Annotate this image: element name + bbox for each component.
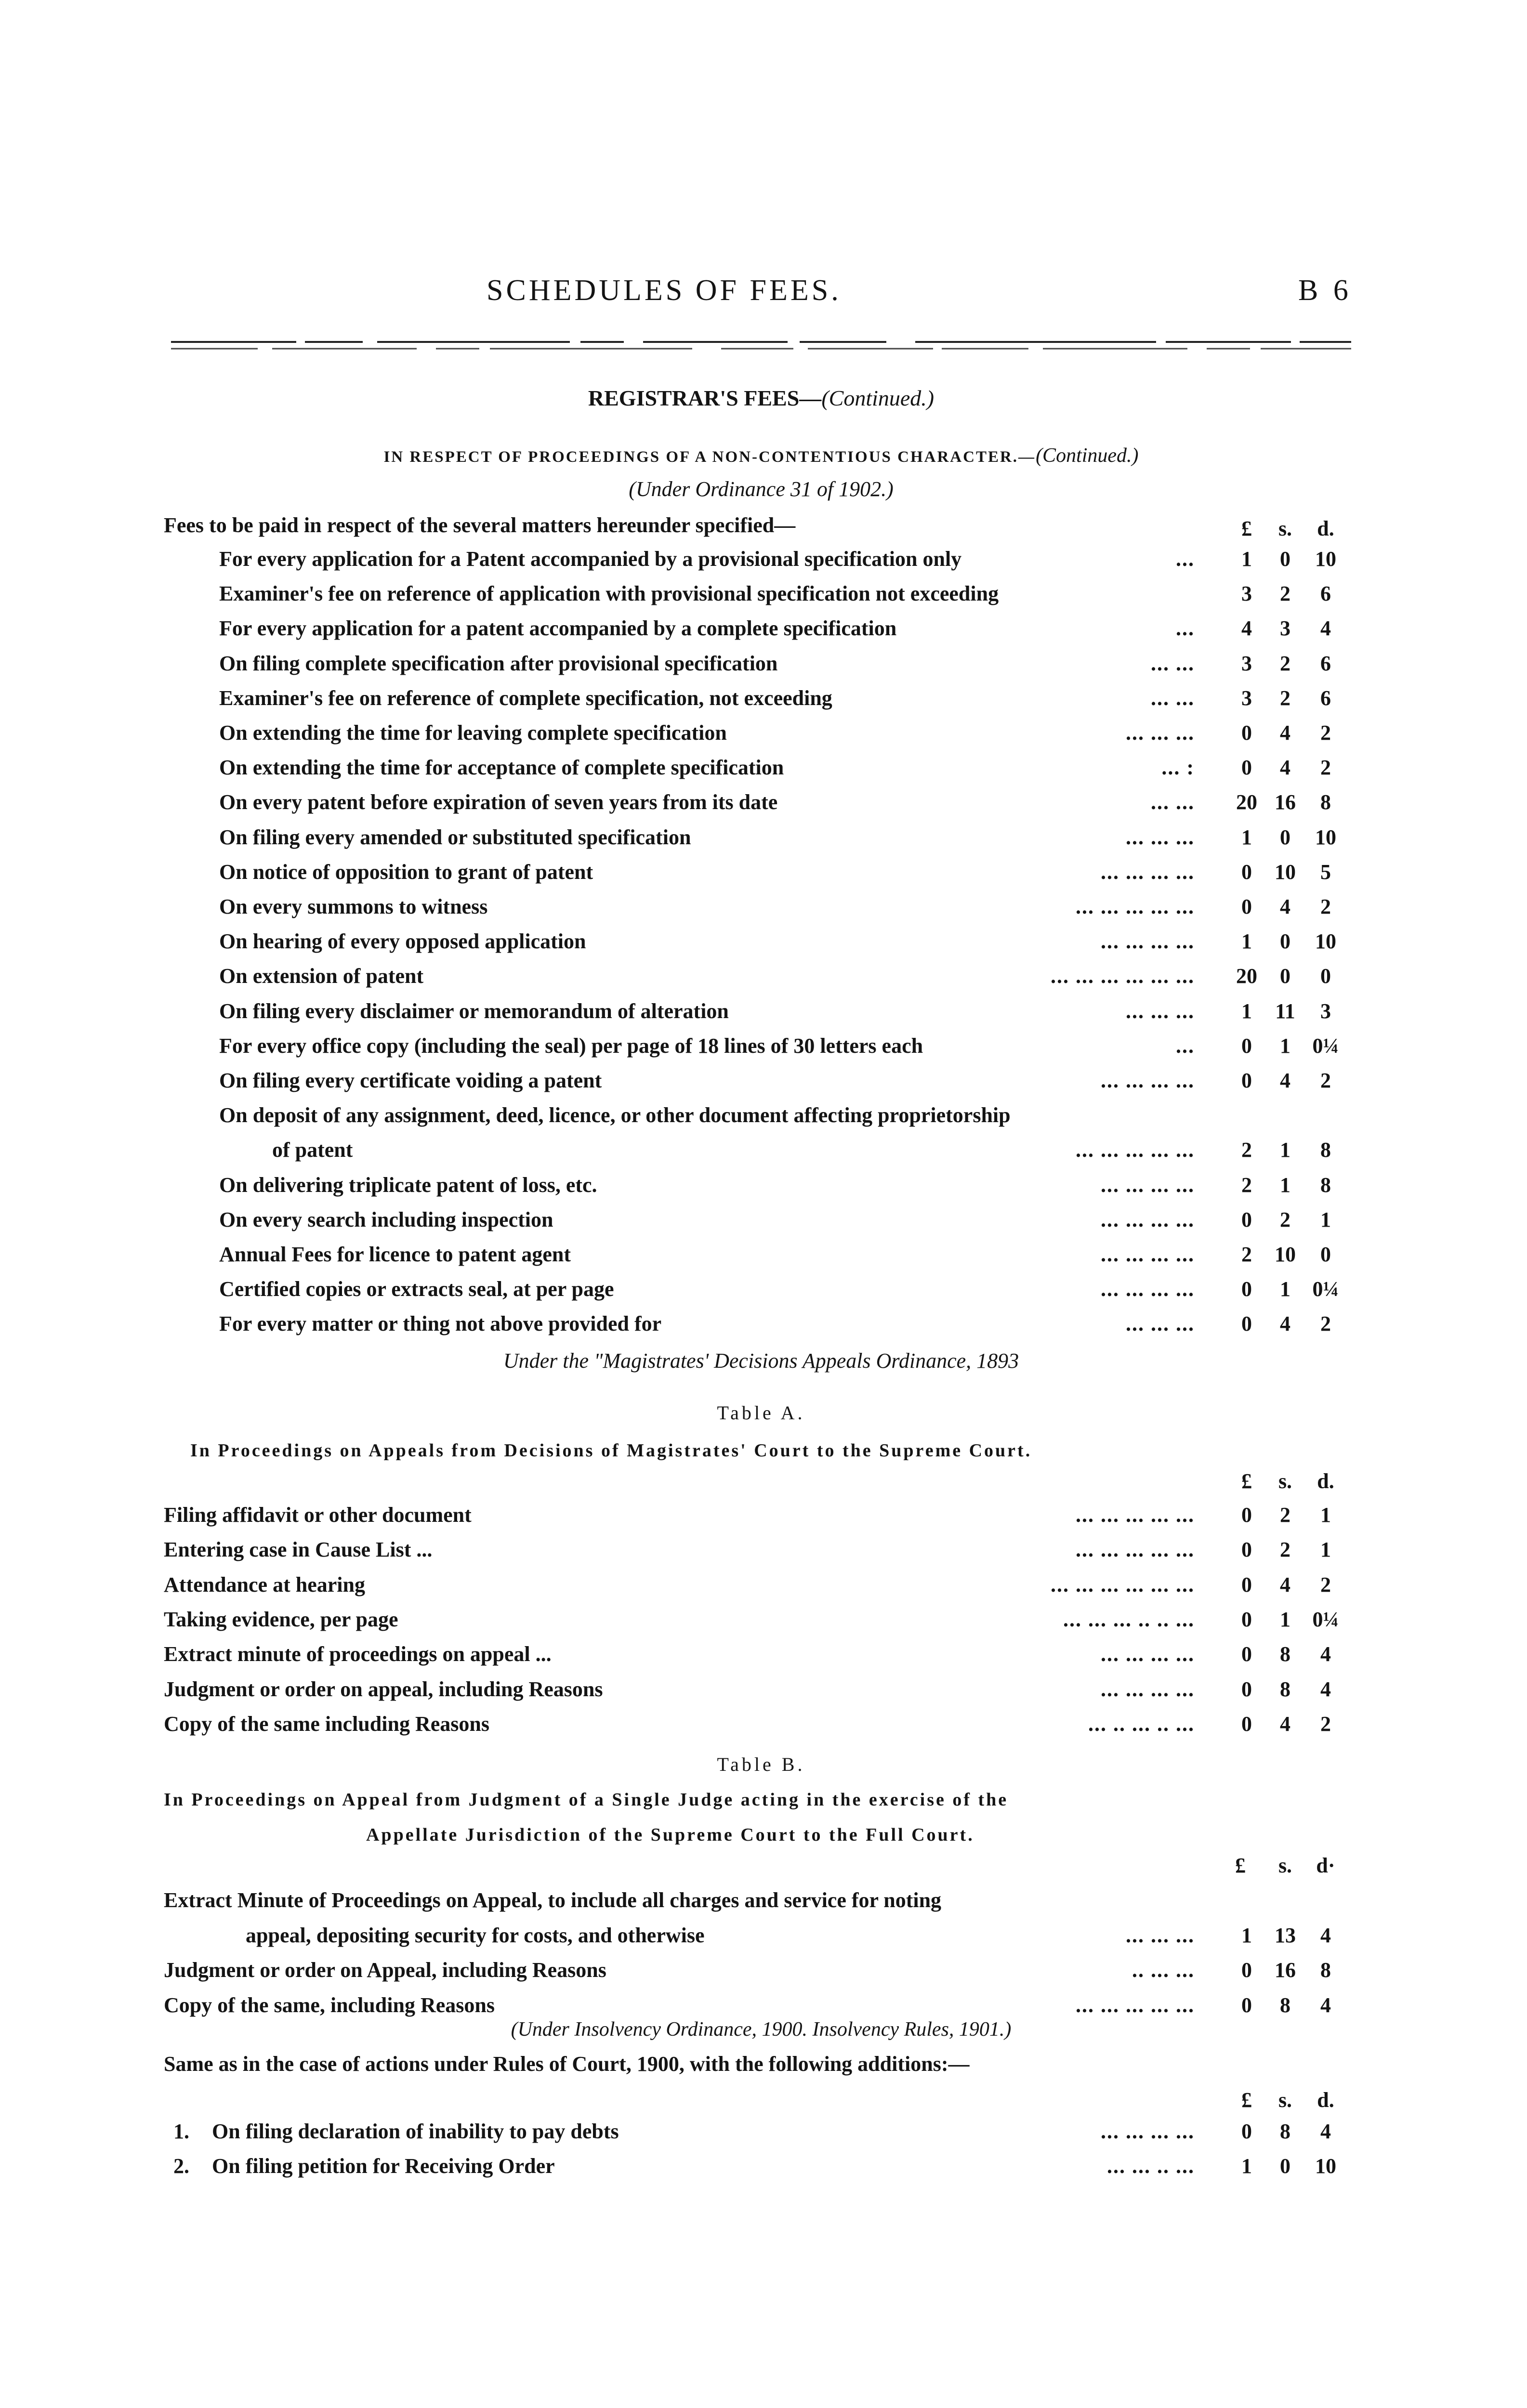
leader-dots: ... ... ... bbox=[1126, 825, 1195, 849]
amount-pence: 4 bbox=[1320, 1642, 1331, 1666]
insolvency-ordinance: (Under Insolvency Ordinance, 1900. Insolvency Rules, 1901.) bbox=[511, 2018, 1012, 2041]
amount-pounds: 2 bbox=[1241, 1138, 1252, 1162]
fee-description: On filing every disclaimer or memorandum of alteration bbox=[219, 999, 729, 1023]
amount-pence: 2 bbox=[1320, 1712, 1331, 1736]
insolvency-pence-header: d. bbox=[1317, 2088, 1334, 2112]
fee-description: Attendance at hearing bbox=[164, 1572, 365, 1597]
amount-pounds: 1 bbox=[1241, 825, 1252, 849]
amount-pounds: 0 bbox=[1241, 1712, 1252, 1736]
fee-description: Taking evidence, per page bbox=[164, 1607, 398, 1631]
leader-dots: ... ... bbox=[1151, 686, 1195, 710]
amount-pence: 8 bbox=[1320, 790, 1331, 814]
fee-description: On extending the time for leaving complete specification bbox=[219, 721, 727, 745]
amount-pounds: 3 bbox=[1241, 686, 1252, 710]
fee-description: Copy of the same, including Reasons bbox=[164, 1993, 495, 2017]
fee-row bbox=[0, 1207, 1527, 1242]
leader-dots: ... ... ... ... ... bbox=[1076, 1993, 1195, 2017]
amount-pounds: 0 bbox=[1241, 756, 1252, 780]
amount-shillings: 8 bbox=[1280, 1993, 1290, 2017]
amount-pence: 5 bbox=[1320, 860, 1331, 884]
fee-row bbox=[0, 686, 1527, 720]
fee-row bbox=[0, 547, 1527, 581]
fee-row bbox=[0, 651, 1527, 686]
fee-row bbox=[0, 1242, 1527, 1277]
amount-pounds: 1 bbox=[1241, 1923, 1252, 1947]
amount-shillings: 0 bbox=[1280, 825, 1290, 849]
amount-shillings: 8 bbox=[1280, 2120, 1290, 2143]
leader-dots: .. ... ... bbox=[1132, 1958, 1195, 1982]
table-a-shillings-header: s. bbox=[1278, 1469, 1292, 1493]
leader-dots: ... ... ... ... bbox=[1101, 929, 1195, 954]
insolvency-intro: Same as in the case of actions under Rules of Court, 1900, with the following additions:— bbox=[164, 2052, 970, 2076]
amount-pounds: 0 bbox=[1241, 1677, 1252, 1701]
fee-row bbox=[0, 790, 1527, 824]
amount-pence: 2 bbox=[1320, 895, 1331, 918]
fee-row bbox=[0, 1277, 1527, 1311]
amount-pence: 0¼ bbox=[1312, 1607, 1339, 1631]
fee-description: Extract Minute of Proceedings on Appeal, to include all charges and service for noting bbox=[164, 1888, 942, 1912]
amount-pounds: 1 bbox=[1241, 929, 1252, 954]
amount-pence: 4 bbox=[1320, 1993, 1331, 2017]
fee-description: Filing affidavit or other document bbox=[164, 1503, 472, 1527]
amount-shillings: 13 bbox=[1275, 1923, 1296, 1947]
fee-row bbox=[0, 755, 1527, 790]
leader-dots: ... ... ... ... bbox=[1101, 1173, 1195, 1197]
col-pence-header: d. bbox=[1317, 517, 1334, 540]
amount-pounds: 0 bbox=[1241, 1642, 1252, 1666]
amount-shillings: 10 bbox=[1275, 1243, 1296, 1266]
amount-shillings: 2 bbox=[1280, 582, 1290, 606]
amount-pounds: 0 bbox=[1241, 1572, 1252, 1597]
leader-dots: ... ... .. ... bbox=[1107, 2154, 1195, 2178]
leader-dots: ... : bbox=[1161, 756, 1195, 780]
fee-description: Extract minute of proceedings on appeal ... bbox=[164, 1642, 552, 1666]
table-b-shillings-header: s. bbox=[1278, 1854, 1292, 1877]
amount-shillings: 4 bbox=[1280, 895, 1290, 918]
leader-dots: ... .. ... .. ... bbox=[1088, 1712, 1195, 1736]
fee-row bbox=[0, 1103, 1527, 1138]
amount-shillings: 4 bbox=[1280, 1572, 1290, 1597]
fee-description: of patent bbox=[272, 1138, 353, 1162]
leader-dots: ... ... ... bbox=[1126, 999, 1195, 1023]
amount-shillings: 3 bbox=[1280, 616, 1290, 641]
amount-pounds: 0 bbox=[1241, 1538, 1252, 1562]
amount-shillings: 4 bbox=[1280, 1712, 1290, 1736]
amount-pence: 6 bbox=[1320, 582, 1331, 606]
amount-pence: 8 bbox=[1320, 1138, 1331, 1162]
fee-description: On extending the time for acceptance of complete specification bbox=[219, 756, 784, 780]
fee-description: For every application for a Patent accompanied by a provisional specification only bbox=[219, 547, 962, 571]
leader-dots: ... ... ... ... ... ... bbox=[1051, 1572, 1195, 1597]
amount-pence: 6 bbox=[1320, 651, 1331, 675]
fee-row bbox=[0, 1572, 1527, 1607]
leader-dots: ... ... ... bbox=[1126, 1923, 1195, 1947]
table-b-label: Table B. bbox=[717, 1754, 805, 1775]
amount-pounds: 20 bbox=[1236, 964, 1257, 988]
table-a-caption: In Proceedings on Appeals from Decisions of Magistrates' Court to the Supreme Court. bbox=[190, 1440, 1032, 1461]
amount-pounds: 3 bbox=[1241, 582, 1252, 606]
amount-shillings: 2 bbox=[1280, 1538, 1290, 1562]
fee-description: Examiner's fee on reference of complete specification, not exceeding bbox=[219, 686, 832, 710]
amount-pence: 4 bbox=[1320, 1677, 1331, 1701]
fee-description: On filing every amended or substituted specification bbox=[219, 825, 691, 849]
table-a-pence-header: d. bbox=[1317, 1469, 1334, 1493]
col-pounds-header: £ bbox=[1241, 517, 1252, 540]
fee-description: On filing every certificate voiding a patent bbox=[219, 1069, 602, 1092]
row-number: 1. bbox=[173, 2120, 189, 2143]
row-number: 2. bbox=[173, 2154, 189, 2178]
amount-pounds: 3 bbox=[1241, 651, 1252, 675]
amount-pounds: 0 bbox=[1241, 1958, 1252, 1982]
amount-pence: 1 bbox=[1320, 1503, 1331, 1527]
table-a-label: Table A. bbox=[717, 1402, 805, 1424]
amount-shillings: 4 bbox=[1280, 1312, 1290, 1336]
amount-pounds: 0 bbox=[1241, 1607, 1252, 1631]
amount-pence: 10 bbox=[1315, 825, 1336, 849]
page-reference: B 6 bbox=[1298, 274, 1352, 307]
leader-dots: ... ... ... bbox=[1126, 1312, 1195, 1336]
amount-pence: 2 bbox=[1320, 756, 1331, 780]
amount-pounds: 0 bbox=[1241, 1207, 1252, 1231]
amount-pounds: 1 bbox=[1241, 547, 1252, 571]
table-b-caption-line-1: In Proceedings on Appeal from Judgment of a Single Judge acting in the exercise of the bbox=[164, 1790, 1009, 1810]
amount-shillings: 0 bbox=[1280, 2154, 1290, 2178]
insolvency-shillings-header: s. bbox=[1278, 2088, 1292, 2112]
leader-dots: ... ... ... ... ... ... bbox=[1051, 964, 1195, 988]
amount-pence: 1 bbox=[1320, 1207, 1331, 1231]
leader-dots: ... ... ... ... bbox=[1101, 1243, 1195, 1266]
fee-row bbox=[0, 894, 1527, 929]
amount-pounds: 2 bbox=[1241, 1243, 1252, 1266]
magistrates-ordinance: Under the "Magistrates' Decisions Appeals Ordinance, 1893 bbox=[503, 1349, 1019, 1373]
amount-shillings: 8 bbox=[1280, 1677, 1290, 1701]
fee-row bbox=[0, 1958, 1527, 1992]
fee-row bbox=[0, 1642, 1527, 1676]
amount-shillings: 4 bbox=[1280, 721, 1290, 745]
fee-description: On deposit of any assignment, deed, licence, or other document affecting proprietorship bbox=[219, 1103, 1011, 1127]
leader-dots: ... ... ... ... bbox=[1101, 1277, 1195, 1301]
leader-dots: ... ... ... ... bbox=[1101, 1069, 1195, 1092]
amount-shillings: 0 bbox=[1280, 929, 1290, 954]
amount-pence: 4 bbox=[1320, 1923, 1331, 1947]
amount-pence: 2 bbox=[1320, 1572, 1331, 1597]
amount-shillings: 1 bbox=[1280, 1138, 1290, 1162]
ordinance-reference: (Under Ordinance 31 of 1902.) bbox=[629, 477, 894, 501]
amount-pence: 2 bbox=[1320, 1312, 1331, 1336]
amount-pounds: 0 bbox=[1241, 895, 1252, 918]
leader-dots: ... ... ... bbox=[1126, 721, 1195, 745]
fee-row bbox=[0, 581, 1527, 616]
amount-pence: 4 bbox=[1320, 2120, 1331, 2143]
fee-description: Entering case in Cause List ... bbox=[164, 1538, 433, 1562]
amount-pence: 1 bbox=[1320, 1538, 1331, 1562]
fee-description: On every summons to witness bbox=[219, 895, 488, 918]
fee-description: Copy of the same including Reasons bbox=[164, 1712, 489, 1736]
fee-row bbox=[0, 964, 1527, 998]
amount-pence: 0¼ bbox=[1312, 1277, 1339, 1301]
amount-pence: 2 bbox=[1320, 1069, 1331, 1092]
amount-pounds: 0 bbox=[1241, 1069, 1252, 1092]
amount-pence: 2 bbox=[1320, 721, 1331, 745]
amount-shillings: 1 bbox=[1280, 1173, 1290, 1197]
col-shillings-header: s. bbox=[1278, 517, 1292, 540]
amount-shillings: 4 bbox=[1280, 756, 1290, 780]
amount-pence: 0 bbox=[1320, 964, 1331, 988]
fee-description: For every matter or thing not above provided for bbox=[219, 1312, 662, 1336]
leader-dots: ... ... ... ... ... bbox=[1076, 1138, 1195, 1162]
amount-pence: 4 bbox=[1320, 616, 1331, 641]
fee-row bbox=[0, 1068, 1527, 1103]
fee-description: On filing petition for Receiving Order bbox=[212, 2154, 555, 2178]
fee-description: Examiner's fee on reference of application with provisional specification not exceeding bbox=[219, 582, 999, 606]
amount-pounds: 0 bbox=[1241, 1993, 1252, 2017]
amount-shillings: 10 bbox=[1275, 860, 1296, 884]
amount-shillings: 2 bbox=[1280, 686, 1290, 710]
fee-description: On hearing of every opposed application bbox=[219, 929, 586, 954]
amount-shillings: 16 bbox=[1275, 1958, 1296, 1982]
fee-row bbox=[0, 1138, 1527, 1172]
leader-dots: ... bbox=[1176, 547, 1195, 571]
amount-shillings: 4 bbox=[1280, 1069, 1290, 1092]
leader-dots: ... ... ... ... bbox=[1101, 2120, 1195, 2143]
amount-pounds: 0 bbox=[1241, 1503, 1252, 1527]
fee-row bbox=[0, 1173, 1527, 1207]
fee-description: Annual Fees for licence to patent agent bbox=[219, 1243, 571, 1266]
table-b-pounds-header: £ bbox=[1235, 1854, 1246, 1877]
amount-pounds: 20 bbox=[1236, 790, 1257, 814]
fee-description: Judgment or order on Appeal, including Reasons bbox=[164, 1958, 606, 1982]
fee-row bbox=[0, 929, 1527, 964]
leader-dots: ... ... ... ... bbox=[1101, 1207, 1195, 1231]
fee-description: On filing complete specification after provisional specification bbox=[219, 651, 778, 675]
table-a-pounds-header: £ bbox=[1241, 1469, 1252, 1493]
fee-row bbox=[0, 2154, 1527, 2188]
fee-row bbox=[0, 1888, 1527, 1923]
amount-pounds: 0 bbox=[1241, 2120, 1252, 2143]
fee-row bbox=[0, 1311, 1527, 1346]
amount-pounds: 0 bbox=[1241, 1034, 1252, 1058]
fee-description: On delivering triplicate patent of loss, etc. bbox=[219, 1173, 597, 1197]
amount-pence: 8 bbox=[1320, 1958, 1331, 1982]
leader-dots: ... ... ... ... ... bbox=[1076, 1503, 1195, 1527]
fee-description: appeal, depositing security for costs, and otherwise bbox=[246, 1923, 705, 1947]
table-b-caption-line-2: Appellate Jurisdiction of the Supreme Court to the Full Court. bbox=[366, 1825, 974, 1845]
leader-dots: ... ... bbox=[1151, 651, 1195, 675]
fee-description: Certified copies or extracts seal, at per page bbox=[219, 1277, 614, 1301]
amount-pounds: 4 bbox=[1241, 616, 1252, 641]
amount-pence: 6 bbox=[1320, 686, 1331, 710]
fee-description: For every office copy (including the seal) per page of 18 lines of 30 letters each bbox=[219, 1034, 923, 1058]
amount-pounds: 0 bbox=[1241, 1277, 1252, 1301]
amount-shillings: 8 bbox=[1280, 1642, 1290, 1666]
fee-description: On notice of opposition to grant of patent bbox=[219, 860, 593, 884]
fee-row bbox=[0, 860, 1527, 894]
fee-row bbox=[0, 616, 1527, 651]
leader-dots: ... ... ... ... ... bbox=[1076, 895, 1195, 918]
amount-pence: 10 bbox=[1315, 2154, 1336, 2178]
fee-description: Judgment or order on appeal, including Reasons bbox=[164, 1677, 603, 1701]
amount-shillings: 0 bbox=[1280, 547, 1290, 571]
amount-pounds: 2 bbox=[1241, 1173, 1252, 1197]
fee-description: For every application for a patent accompanied by a complete specification bbox=[219, 616, 897, 641]
table-b-pence-header: d· bbox=[1316, 1854, 1335, 1877]
amount-shillings: 11 bbox=[1275, 999, 1295, 1023]
insolvency-pounds-header: £ bbox=[1241, 2088, 1252, 2112]
amount-pounds: 0 bbox=[1241, 1312, 1252, 1336]
amount-pounds: 0 bbox=[1241, 860, 1252, 884]
amount-pounds: 1 bbox=[1241, 999, 1252, 1023]
fee-row bbox=[0, 2119, 1527, 2154]
leader-dots: ... bbox=[1176, 1034, 1195, 1058]
fee-row bbox=[0, 825, 1527, 860]
fees-intro: Fees to be paid in respect of the several matters hereunder specified— bbox=[164, 513, 796, 537]
amount-shillings: 2 bbox=[1280, 651, 1290, 675]
amount-pence: 0 bbox=[1320, 1243, 1331, 1266]
fee-description: On extension of patent bbox=[219, 964, 424, 988]
fee-row bbox=[0, 1503, 1527, 1537]
amount-shillings: 0 bbox=[1280, 964, 1290, 988]
amount-pence: 10 bbox=[1315, 929, 1336, 954]
leader-dots: ... ... bbox=[1151, 790, 1195, 814]
amount-pounds: 1 bbox=[1241, 2154, 1252, 2178]
amount-pounds: 0 bbox=[1241, 721, 1252, 745]
amount-shillings: 2 bbox=[1280, 1207, 1290, 1231]
fee-description: On every search including inspection bbox=[219, 1207, 553, 1231]
leader-dots: ... ... ... .. .. ... bbox=[1063, 1607, 1195, 1631]
fee-row bbox=[0, 1537, 1527, 1572]
leader-dots: ... ... ... ... bbox=[1101, 1642, 1195, 1666]
fee-row bbox=[0, 1034, 1527, 1068]
leader-dots: ... ... ... ... bbox=[1101, 1677, 1195, 1701]
fee-description: On every patent before expiration of seven years from its date bbox=[219, 790, 778, 814]
amount-shillings: 1 bbox=[1280, 1277, 1290, 1301]
amount-shillings: 2 bbox=[1280, 1503, 1290, 1527]
fee-row bbox=[0, 1923, 1527, 1958]
amount-shillings: 16 bbox=[1275, 790, 1296, 814]
leader-dots: ... ... ... ... ... bbox=[1076, 1538, 1195, 1562]
page-title: SCHEDULES OF FEES. bbox=[487, 274, 842, 307]
fee-description: On filing declaration of inability to pay debts bbox=[212, 2120, 619, 2143]
amount-pence: 10 bbox=[1315, 547, 1336, 571]
amount-pence: 0¼ bbox=[1312, 1034, 1339, 1058]
amount-shillings: 1 bbox=[1280, 1034, 1290, 1058]
section-heading: REGISTRAR'S FEES—(Continued.) bbox=[588, 386, 935, 410]
amount-shillings: 1 bbox=[1280, 1607, 1290, 1631]
amount-pence: 3 bbox=[1320, 999, 1331, 1023]
fee-row bbox=[0, 720, 1527, 755]
amount-pence: 8 bbox=[1320, 1173, 1331, 1197]
header-rule bbox=[171, 337, 1351, 356]
section-subheading: IN RESPECT OF PROCEEDINGS OF A NON-CONTENTIOUS CHARACTER.—(Continued.) bbox=[383, 445, 1139, 467]
leader-dots: ... bbox=[1176, 616, 1195, 641]
fee-row bbox=[0, 999, 1527, 1034]
fee-row bbox=[0, 1607, 1527, 1642]
leader-dots: ... ... ... ... bbox=[1101, 860, 1195, 884]
fee-row bbox=[0, 1677, 1527, 1712]
fee-row bbox=[0, 1712, 1527, 1746]
